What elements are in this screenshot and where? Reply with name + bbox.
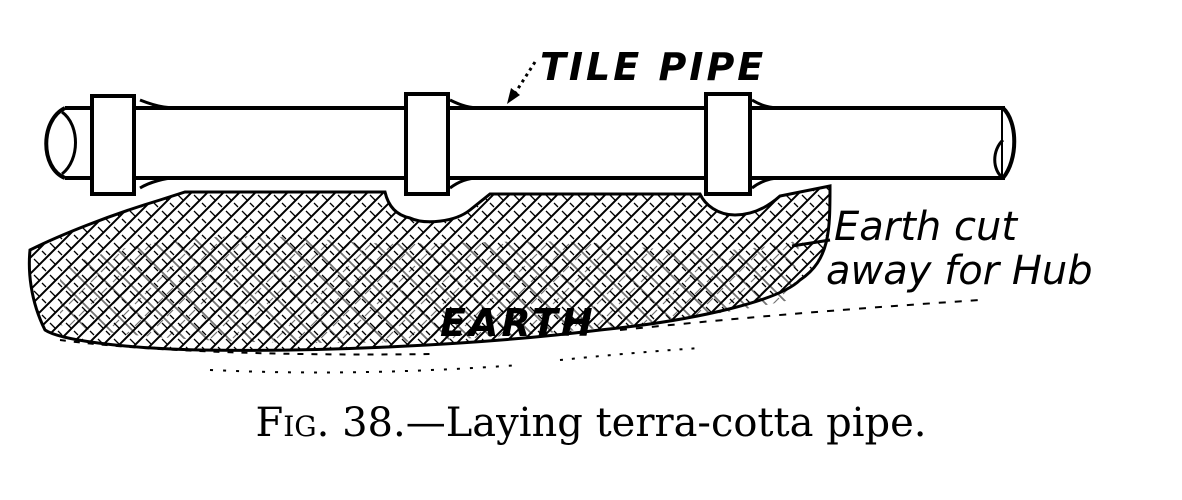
pipe-hub [92,96,134,194]
earth-cut-note [792,204,1093,294]
tile-pipe [46,94,1014,194]
figure-number: Fig. 38. [255,400,406,446]
figure-caption-text: —Laying terra-cotta pipe. [405,400,927,446]
earth-label: EARTH [440,301,596,345]
figure-caption [0,400,1182,446]
pipe-hub [406,94,448,194]
tile-pipe-label: TILE PIPE [540,45,767,89]
earth-cut-label-line2: away for Hub [826,248,1093,294]
earth-cut-label-line1: Earth cut [834,204,1018,250]
pipe-hub [706,94,750,194]
